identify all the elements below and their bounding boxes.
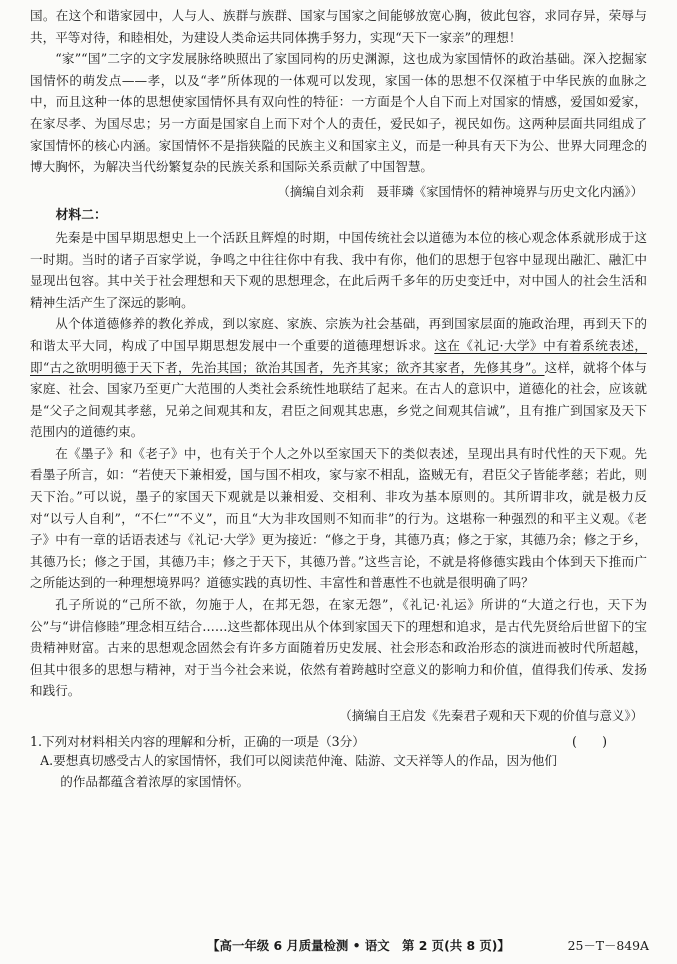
paragraph-family-state: “家”“国”二字的文字发展脉络映照出了家国同构的历史渊源，这也成为家国情怀的政治基础。深入挖掘家国情怀的萌发点——孝，以及“孝”所体现的一体观可以发现，家国一体的思想不仅深植于中华民族的血脉之中，而且这种一体的思想使家国情怀具有双向性的特征：一方面是个人自下而上对国家的情感，爱国如爱家，在家尽孝、为国尽忠；另一方面是国家自上而下对个人的责任，爱民如子，视民如伤。这两种层面共同组成了家国情怀的核心内涵。家国情怀不是指狭隘的民族主义和国家主义，而是一种具有天下为公、世界大同理念的博大胸怀，为解决当代纷繁复杂的民族关系和国际关系贡献了中国智慧。 [30,51,647,175]
source-citation-1: （摘编自刘余莉 聂菲璘《家国情怀的精神境界与历史文化内涵》） [277,183,643,199]
paragraph-continued: 国。在这个和谐家园中，人与人、族群与族群、国家与国家之间能够放宽心胸，彼此包容，求同存异，荣辱与共，平等对待，和睦相处，为建设人类命运共同体携手努力，实现“天下一家亲”的理想！ [30,8,647,45]
page-footer [0,936,677,954]
question-1-stem: 1.下列对材料相关内容的理解和分析，正确的一项是（3分） [30,733,365,749]
paragraph-mozi-laozi: 在《墨子》和《老子》中，也有关于个人之外以至家国天下的类似表述，呈现出具有时代性的天下观。先看墨子所言，如：“若使天下兼相爱，国与国不相攻，家与家不相乱，盗贼无有，君臣父子皆能孝慈；若此，则天下治。”可以说，墨子的家国天下观就是以兼相爱、交相利、非攻为基本原则的。其所谓非攻，就是极力反对“以亏人自利”，“不仁”“不义”，而且“大为非攻国则不知而非”的行为。这堪称一种强烈的和平主义观。《老子》中有一章的话语表述与《礼记·大学》更为接近：“修之于身，其德乃真；修之于家，其德乃余；修之于乡，其德乃长；修之于国，其德乃丰；修之于天下，其德乃普。”这些言论，不就是将修德实践由个体到天下推而广之所能达到的一种理想境界吗？道德实践的真切性、丰富性和普惠性不也就是很明确了吗？ [30,445,647,591]
paragraph-confucius: 孔子所说的“己所不欲，勿施于人，在邦无怨，在家无怨”，《礼记·礼运》所讲的“大道之行也，天下为公”与“讲信修睦”理念相互结合……这些都体现出从个体到家国天下的理想和追求，是古代先贤给后世留下的宝贵精神财富。古来的思想观念固然会有许多方面随着历史发展、社会形态和政治形态的演进而被时代所超越，但其中很多的思想与精神，对于当今社会来说，依然有着跨越时空意义的影响力和价值，值得我们传承、发扬和践行。 [30,597,647,699]
paragraph-moral-ideal [30,313,647,443]
footer-code: 25－T－849A [567,938,649,953]
paragraph-pre-qin: 先秦是中国早期思想史上一个活跃且辉煌的时期，中国传统社会以道德为本位的核心观念体系就形成于这一时期。当时的诸子百家学说，争鸣之中往往你中有我、我中有你，他们的思想于包容中显现出融汇、融汇中显现出包容。其中关于社会理想和天下观的思想理念，在此后两千多年的历史变迁中，对中国人的社会生活和精神生活产生了深远的影响。 [30,229,647,310]
option-a-continued: 的作品都蕴含着浓厚的家国情怀。 [60,774,250,790]
source-citation-2: （摘编自王启发《先秦君子观和天下观的价值与意义》） [339,708,643,723]
option-a: A.要想真切感受古人的家国情怀，我们可以阅读范仲淹、陆游、文天祥等人的作品，因为他们 [40,752,557,768]
material-two-heading: 材料二： [55,208,107,224]
underlined-quote: 这在《礼记·大学》中有着系统表述，即“古之欲明明德于天下者，先治其国；欲治其国者，先齐其家；欲齐其家者，先修其身”。 [30,337,647,375]
answer-blank: ( ) [571,733,607,749]
text-segment: 这样，就将个体与家庭、社会、国家乃至更广大范围的人类社会系统性地联结了起来。在古人的意识中，道德化的社会，应该就是“父子之间观其孝慈，兄弟之间观其和友，君臣之间观其忠惠，乡党之间观其信诚”，且有推广到国家及天下范围内的道德约束。 [30,359,647,440]
footer-title: 【高一年级 6 月质量检测 • 语文 第 2 页(共 8 页)】 [207,938,510,953]
text-segment: 从个体道德修养的教化养成，到以家庭、家族、宗族为社会基础，再到国家层面的施政治理，再到天下的和谐太平大同，构成了中国早期思想发展中一个重要的道德理想诉求。 [30,316,647,353]
question-1 [30,731,647,750]
